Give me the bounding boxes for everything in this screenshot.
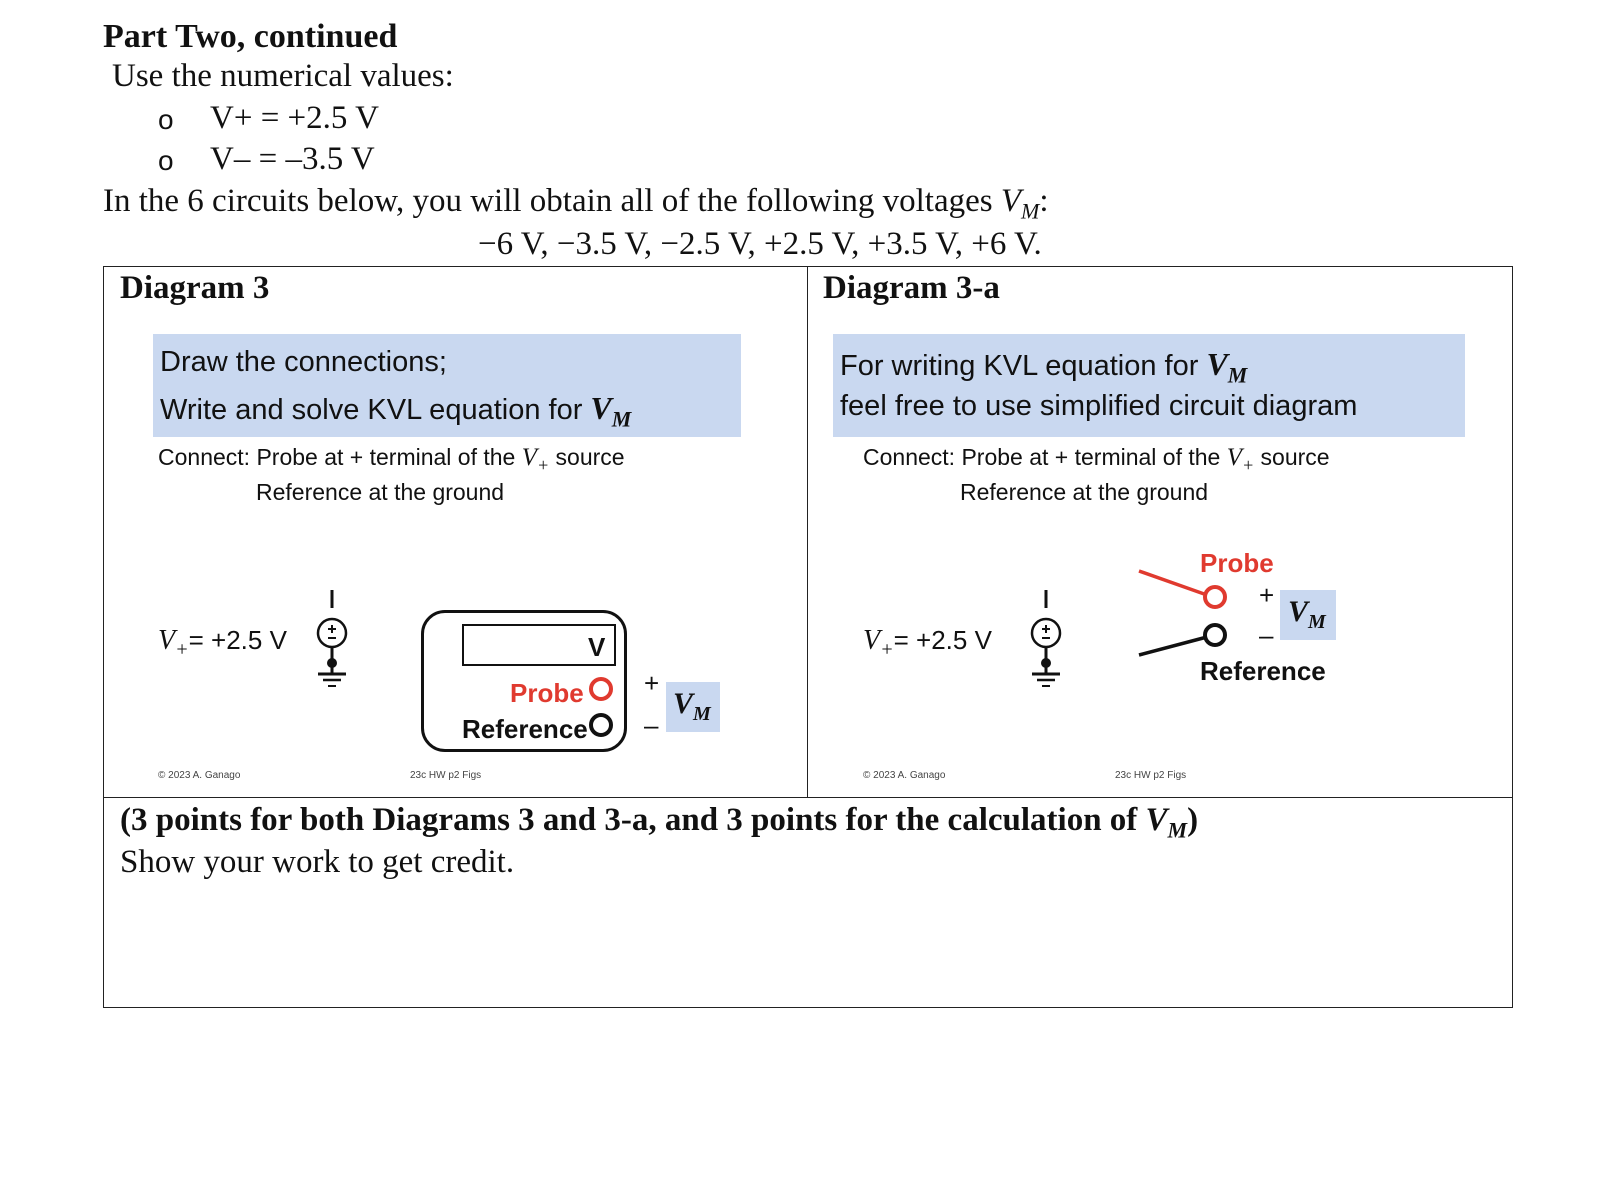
- points-line: (3 points for both Diagrams 3 and 3-a, and 3 points for the calculation of $V_M$): [120, 802, 1199, 843]
- diagram3-copyright: © 2023 A. Ganago: [158, 770, 241, 781]
- diagram3a-reference-label: Reference: [1200, 656, 1326, 686]
- intro-text: Use the numerical values:: [112, 58, 454, 94]
- diagram3a-title: Diagram 3-a: [823, 270, 1000, 306]
- probe-lead: [1139, 571, 1207, 595]
- diagram3a-plus-sign: +: [1259, 580, 1275, 610]
- diagram3a-connect-line2: Reference at the ground: [960, 479, 1209, 505]
- diagram3-instruction-line1: Draw the connections;: [160, 346, 447, 378]
- voltages-list: −6 V, −3.5 V, −2.5 V, +2.5 V, +3.5 V, +6 V.: [478, 226, 1042, 262]
- diagram3-title: Diagram 3: [120, 270, 270, 306]
- diagram3a-connect-line1: Connect: Probe at + terminal of the $V_+$ source: [863, 444, 1330, 475]
- bullet-vminus: [158, 141, 558, 181]
- diagram3-connect-line1: Connect: Probe at + terminal of the $V_+$ source: [158, 444, 625, 475]
- diagram3a-probe-label: Probe: [1200, 548, 1274, 578]
- diagram3-source-label: $V_+= +2.5$ V: [158, 625, 287, 661]
- diagram3-reference-label: Reference: [462, 714, 588, 744]
- diagram3-voltage-source: [310, 588, 370, 698]
- diagram3a-source-label: $V_+= +2.5$ V: [863, 625, 992, 661]
- diagram3a-copyright: © 2023 A. Ganago: [863, 770, 946, 781]
- bullet-text: V– = –3.5 V: [210, 141, 375, 177]
- bullet-vplus: [158, 100, 558, 140]
- bullet-text: V+ = +2.5 V: [210, 100, 379, 136]
- column-divider: [807, 266, 808, 797]
- diagram3-instruction-line2: Write and solve KVL equation for $V_M$: [160, 390, 632, 432]
- diagram3a-voltage-source: [1024, 588, 1084, 698]
- probe-terminal-icon: [1205, 587, 1225, 607]
- vm-symbol: $V_M$: [1000, 183, 1040, 224]
- simplified-probe-leads: [1135, 565, 1235, 665]
- diagram3-minus-sign: –: [644, 710, 659, 740]
- reference-terminal-icon: [587, 711, 615, 739]
- circuits-line: In the 6 circuits below, you will obtain all of the following voltages $V_M$:: [103, 183, 1049, 224]
- reference-lead: [1139, 637, 1207, 655]
- diagram3a-minus-sign: –: [1259, 620, 1274, 650]
- probe-terminal-icon: [587, 675, 615, 703]
- multimeter-unit: V: [588, 632, 606, 662]
- row-divider: [103, 797, 1513, 798]
- diagram3a-vm-box: $V_M$: [1280, 590, 1336, 640]
- diagram3-instruction-box: [153, 334, 741, 437]
- bullet-mark: o: [158, 145, 174, 176]
- diagram3a-instruction-box: [833, 334, 1465, 437]
- circuits-line-text: In the 6 circuits below, you will obtain all of the following voltages: [103, 183, 1001, 219]
- diagram3-plus-sign: +: [644, 668, 660, 698]
- diagram3-vm-box: $V_M$: [666, 682, 720, 732]
- diagram3a-instruction-line2: feel free to use simplified circuit diagram: [840, 390, 1358, 422]
- diagram3-probe-label: Probe: [510, 678, 584, 708]
- reference-terminal-icon: [1205, 625, 1225, 645]
- bullet-mark: o: [158, 104, 174, 135]
- diagram3a-instruction-line1: For writing KVL equation for $V_M$: [840, 346, 1248, 388]
- show-work-line: Show your work to get credit.: [120, 844, 515, 880]
- answer-area[interactable]: [104, 885, 1511, 1007]
- page-title: Part Two, continued: [103, 18, 398, 55]
- diagram3-connect-line2: Reference at the ground: [256, 479, 505, 505]
- diagram3a-fig-label: 23c HW p2 Figs: [1115, 770, 1187, 781]
- diagram3-fig-label: 23c HW p2 Figs: [410, 770, 482, 781]
